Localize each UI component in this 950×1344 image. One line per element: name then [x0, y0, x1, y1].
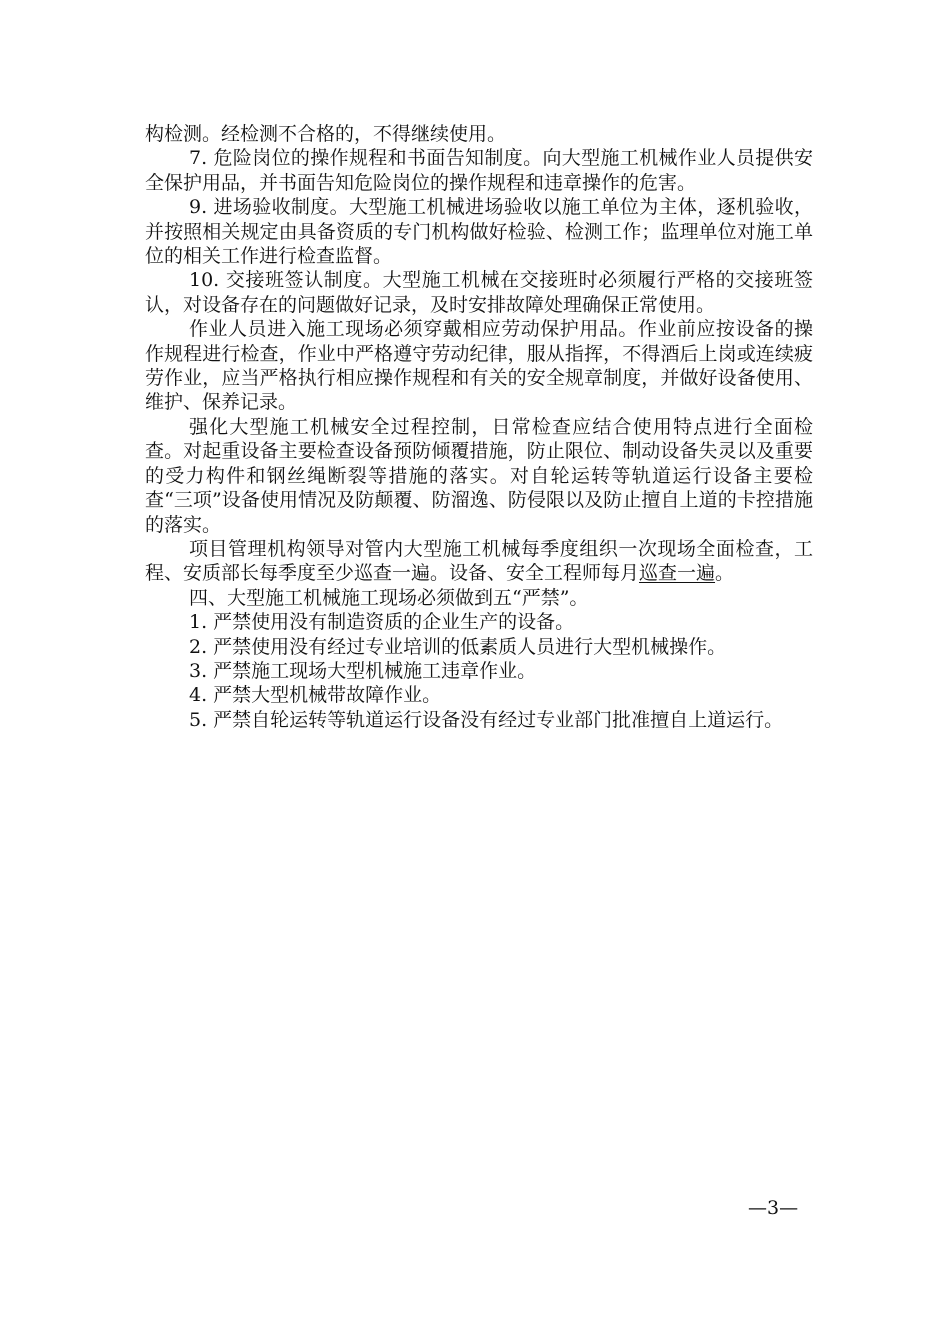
paragraph: 强化大型施工机械安全过程控制，日常检查应结合使用特点进行全面检查。对起重设备主要检查设备预防倾覆措施，防止限位、制动设备失灵以及重要的受力构件和钢丝绳断裂等措施的落实。对自轮运转等轨道运行设备主要检查“三项”设备使用情况及防颠覆、防溜逸、防侵限以及防止擅自上道的卡控措施的落实。 [145, 415, 813, 536]
paragraph: 9. 进场验收制度。大型施工机械进场验收以施工单位为主体，逐机验收，并按照相关规定由具备资质的专门机构做好检验、检测工作；监理单位对施工单位的相关工作进行检查监督。 [145, 196, 813, 268]
list-item: 3. 严禁施工现场大型机械施工违章作业。 [189, 659, 537, 682]
paragraph: 作业人员进入施工现场必须穿戴相应劳动保护用品。作业前应按设备的操作规程进行检查，作业中严格遵守劳动纪律，服从指挥，不得酒后上岗或连续疲劳作业，应当严格执行相应操作规程和有关的安全规章制度，并做好设备使用、维护、保养记录。 [145, 318, 813, 414]
page-number: —3— [748, 1197, 799, 1219]
list-item: 2. 严禁使用没有经过专业培训的低素质人员进行大型机械操作。 [189, 635, 727, 658]
underlined-text: 巡查一遍 [639, 562, 716, 585]
paragraph: 构检测。经检测不合格的，不得继续使用。 [145, 123, 507, 145]
list-item: 1. 严禁使用没有制造资质的企业生产的设备。 [189, 611, 575, 634]
paragraph-text: 项目管理机构领导对管内大型施工机械每季度组织一次现场全面检查，工程、安质部长每季度至少巡查一遍。设备、安全工程师每月 [145, 537, 813, 585]
paragraph: 10. 交接班签认制度。大型施工机械在交接班时必须履行严格的交接班签认，对设备存在的问题做好记录，及时安排故障处理确保正常使用。 [145, 269, 813, 316]
list-item: 4. 严禁大型机械带故障作业。 [189, 684, 442, 707]
paragraph: 7. 危险岗位的操作规程和书面告知制度。向大型施工机械作业人员提供安全保护用品，并书面告知危险岗位的操作规程和违章操作的危害。 [145, 147, 813, 194]
section-heading: 四、大型施工机械施工现场必须做到五“严禁”。 [189, 586, 589, 609]
document-body [145, 122, 813, 732]
paragraph [145, 537, 813, 586]
list-item: 5. 严禁自轮运转等轨道运行设备没有经过专业部门批准擅自上道运行。 [189, 708, 784, 731]
paragraph-text: 。 [715, 562, 735, 585]
